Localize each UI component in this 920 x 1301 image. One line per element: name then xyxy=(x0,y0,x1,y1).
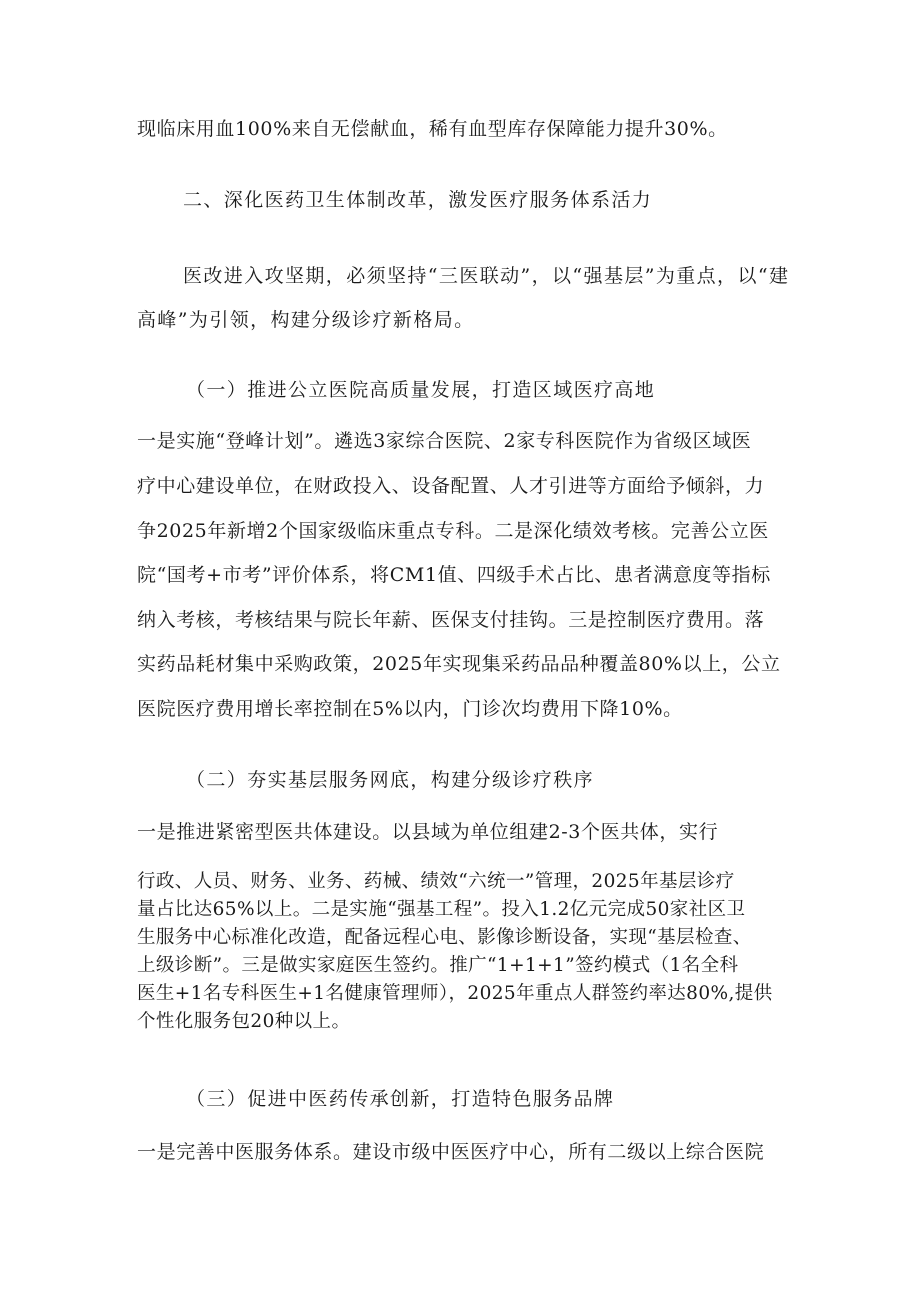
subsection-heading-3: （三）促进中医药传承创新，打造特色服务品牌 xyxy=(186,1088,615,1110)
subsection-heading-1: （一）推进公立医院高质量发展，打造区域医疗高地 xyxy=(186,379,656,401)
paragraph-line: 一是推进紧密型医共体建设。以县域为单位组建2-3个医共体，实行 xyxy=(137,821,719,843)
paragraph-line: 生服务中心标准化改造，配备远程心电、影像诊断设备，实现“基层检查、 xyxy=(137,927,752,948)
paragraph-line: 医改进入攻坚期，必须坚持“三医联动”，以“强基层”为重点，以“建 xyxy=(183,265,790,287)
paragraph-line: 量占比达65%以上。二是实施“强基工程”。投入1.2亿元完成50家社区卫 xyxy=(137,899,746,920)
paragraph-line: 个性化服务包20种以上。 xyxy=(137,1011,351,1032)
paragraph-line: 医生+1名专科医生+1名健康管理师），2025年重点人群签约率达80%,提供 xyxy=(137,983,773,1004)
section-heading-2: 二、深化医药卫生体制改革，激发医疗服务体系活力 xyxy=(183,189,653,211)
paragraph-line: 纳入考核，考核结果与院长年薪、医保支付挂钩。三是控制医疗费用。落 xyxy=(137,609,765,631)
paragraph-line: 高峰”为引领，构建分级诊疗新格局。 xyxy=(137,309,475,331)
paragraph-line: 一是实施“登峰计划”。遴选3家综合医院、2家专科医院作为省级区域医 xyxy=(137,430,752,452)
paragraph-line: 院“国考+市考”评价体系，将CM1值、四级手术占比、患者满意度等指标 xyxy=(137,564,771,586)
paragraph-line: 医院医疗费用增长率控制在5%以内，门诊次均费用下降10%。 xyxy=(137,698,683,720)
paragraph-line: 一是完善中医服务体系。建设市级中医医疗中心，所有二级以上综合医院 xyxy=(137,1141,765,1163)
paragraph-line: 行政、人员、财务、业务、药械、绩效“六统一”管理，2025年基层诊疗 xyxy=(137,871,735,892)
paragraph-line: 实药品耗材集中采购政策，2025年实现集采药品品种覆盖80%以上，公立 xyxy=(137,653,781,675)
subsection-heading-2: （二）夯实基层服务网底，构建分级诊疗秩序 xyxy=(186,769,595,791)
paragraph-line: 上级诊断”。三是做实家庭医生签约。推广“1+1+1”签约模式（1名全科 xyxy=(137,955,739,976)
paragraph-line: 疗中心建设单位，在财政投入、设备配置、人才引进等方面给予倾斜，力 xyxy=(137,475,765,497)
paragraph-line: 争2025年新增2个国家级临床重点专科。二是深化绩效考核。完善公立医 xyxy=(137,520,769,542)
paragraph-line: 现临床用血100%来自无偿献血，稀有血型库存保障能力提升30%。 xyxy=(137,118,728,140)
